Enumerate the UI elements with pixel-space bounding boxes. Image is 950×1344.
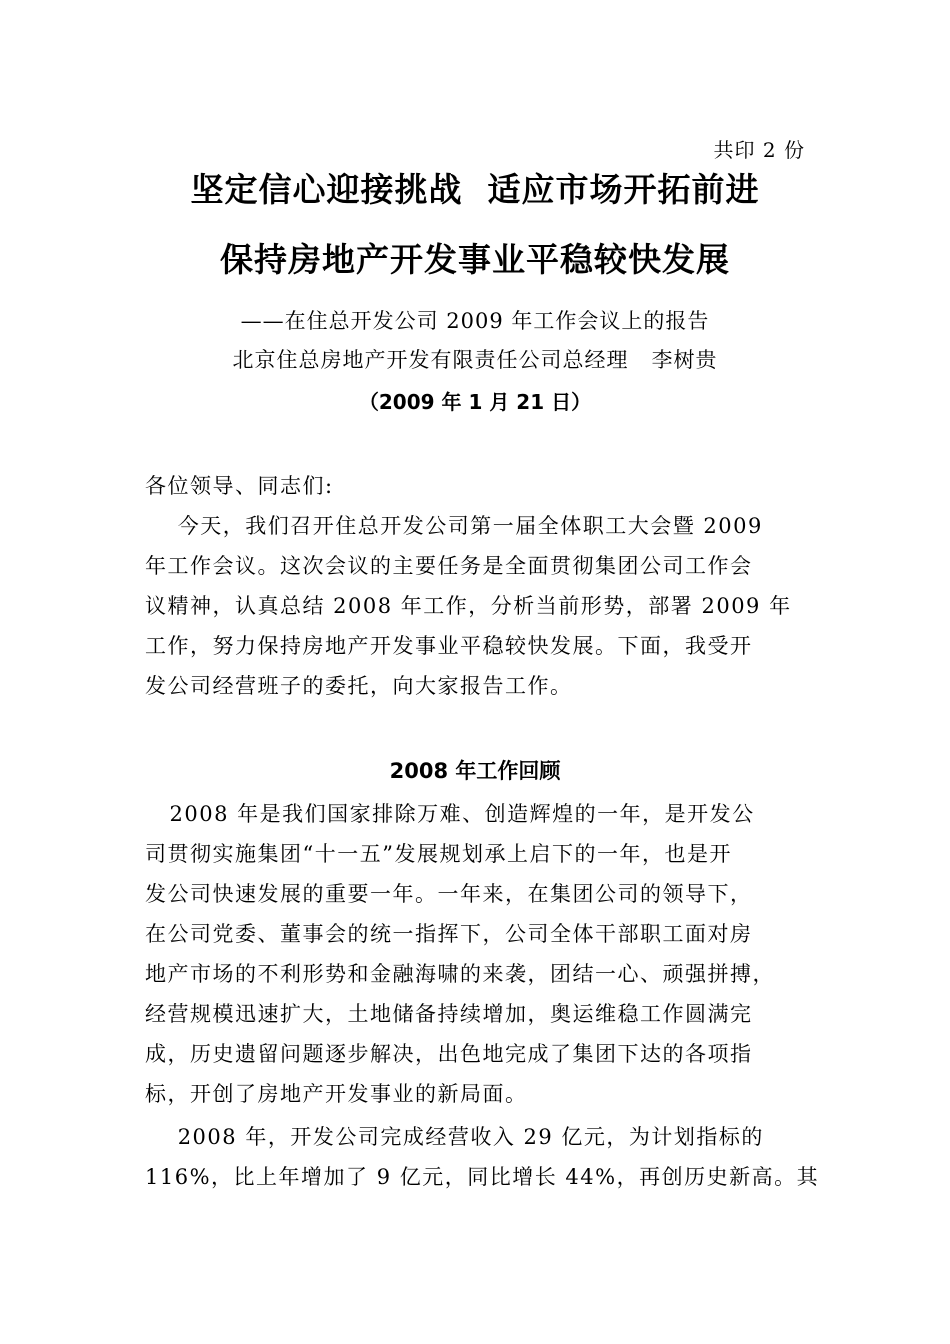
report-date: （2009 年 1 月 21 日） (358, 390, 592, 414)
copies-note: 共印 2 份 (713, 138, 805, 162)
review-line: 标，开创了房地产开发事业的新局面。 (145, 1082, 528, 1106)
review-line: 地产市场的不利形势和金融海啸的来袭，团结一心、顽强拼搏， (145, 962, 775, 986)
report-subtitle: ——在住总开发公司 2009 年工作会议上的报告 (240, 309, 710, 333)
review-line: 在公司党委、董事会的统一指挥下，公司全体干部职工面对房 (145, 922, 753, 946)
title-line-1: 坚定信心迎接挑战 适应市场开拓前进 (190, 170, 760, 209)
revenue-paragraph (145, 1117, 820, 1197)
review-line: 发公司快速发展的重要一年。一年来，在集团公司的领导下， (145, 882, 753, 906)
revenue-line: 2008 年，开发公司完成经营收入 29 亿元，为计划指标的 (145, 1125, 764, 1149)
intro-line: 今天，我们召开住总开发公司第一届全体职工大会暨 2009 (145, 514, 763, 538)
intro-line: 议精神，认真总结 2008 年工作，分析当前形势，部署 2009 年 (145, 594, 792, 618)
review-line: 2008 年是我们国家排除万难、创造辉煌的一年，是开发公 (145, 802, 755, 826)
review-line: 经营规模迅速扩大，土地储备持续增加，奥运维稳工作圆满完 (145, 1002, 753, 1026)
intro-line: 发公司经营班子的委托，向大家报告工作。 (145, 674, 573, 698)
greeting-line: 各位领导、同志们: (145, 474, 334, 498)
report-author: 北京住总房地产开发有限责任公司总经理 李树贵 (232, 348, 718, 372)
review-line: 司贯彻实施集团“十一五”发展规划承上启下的一年，也是开 (145, 842, 732, 866)
review-paragraph (145, 794, 810, 1114)
greeting (145, 466, 810, 506)
intro-line: 年工作会议。这次会议的主要任务是全面贯彻集团公司工作会 (145, 554, 753, 578)
intro-line: 工作，努力保持房地产开发事业平稳较快发展。下面，我受开 (145, 634, 753, 658)
section-heading: 2008 年工作回顾 (389, 759, 561, 783)
review-line: 成，历史遗留问题逐步解决，出色地完成了集团下达的各项指 (145, 1042, 753, 1066)
intro-paragraph (145, 506, 810, 706)
revenue-line: 116%，比上年增加了 9 亿元，同比增长 44%，再创历史新高。其 (145, 1165, 820, 1189)
title-line-2: 保持房地产开发事业平稳较快发展 (220, 240, 730, 279)
